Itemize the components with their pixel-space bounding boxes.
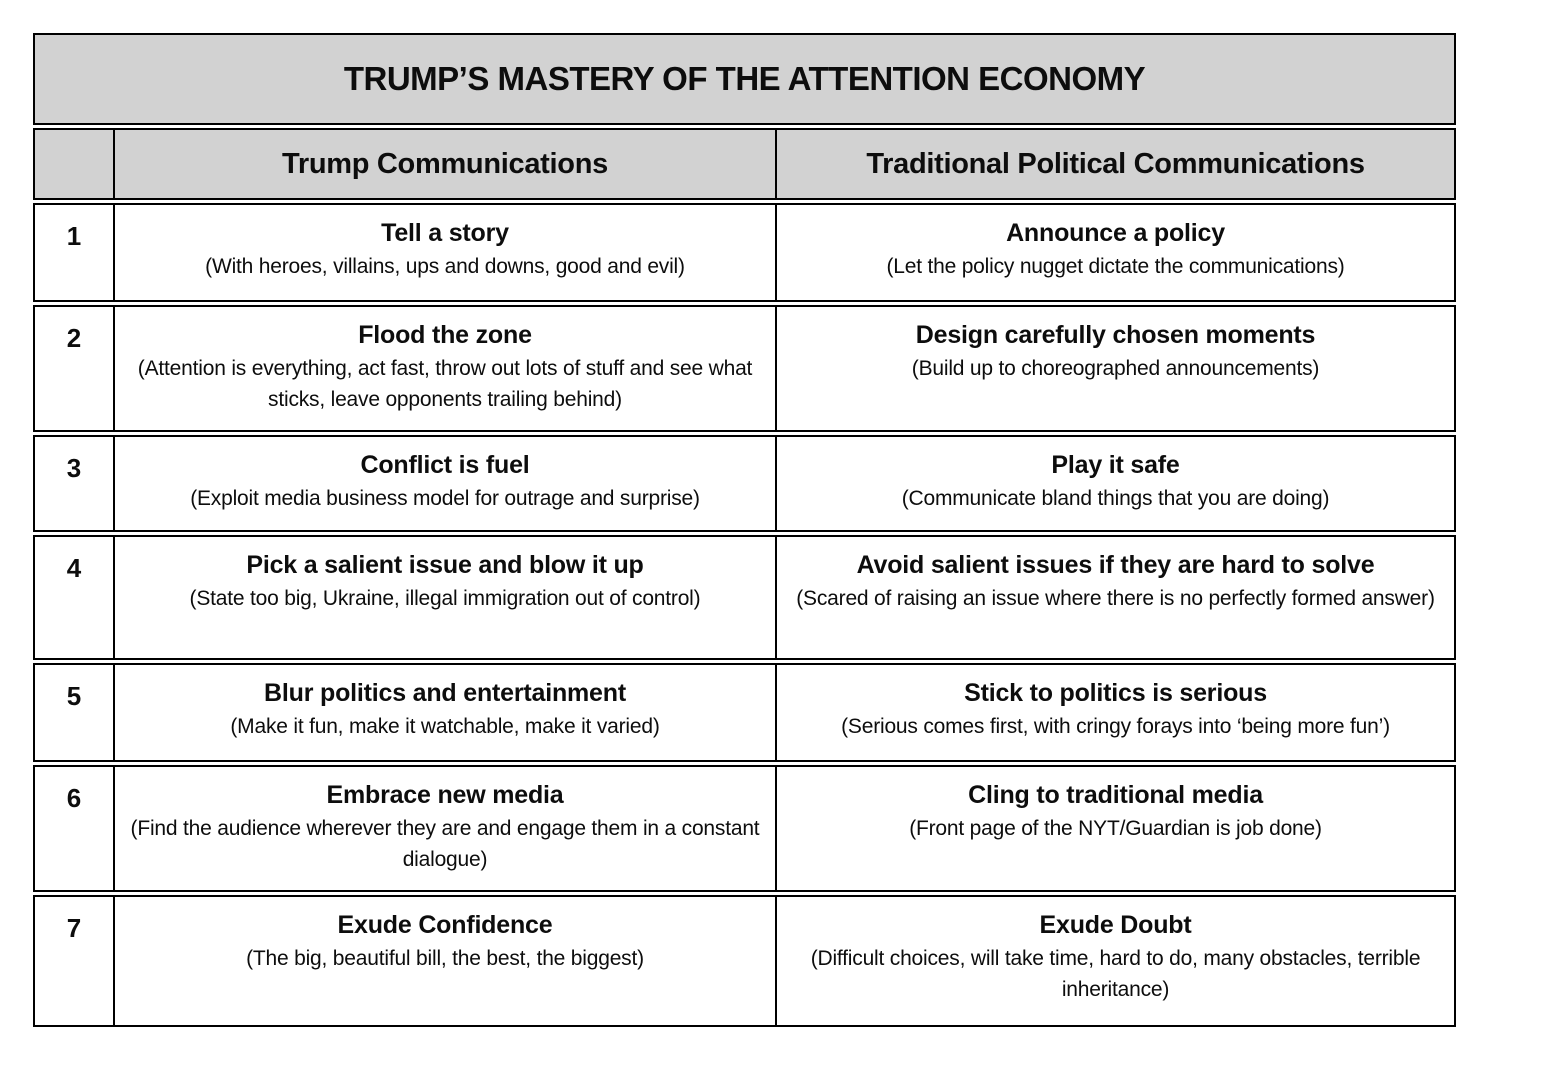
traditional-cell — [777, 435, 1456, 532]
trump-cell — [115, 305, 777, 432]
cell-heading: Avoid salient issues if they are hard to solve — [856, 551, 1375, 579]
cell-detail: (Communicate bland things that you are doing) — [901, 486, 1330, 510]
cell-detail: (Let the policy nugget dictate the communications) — [886, 254, 1345, 278]
trump-cell — [115, 895, 777, 1027]
trump-cell — [115, 535, 777, 660]
cell-heading: Conflict is fuel — [360, 451, 530, 479]
row-number: 4 — [33, 535, 115, 660]
cell-detail: (Scared of raising an issue where there is no perfectly formed answer) — [796, 586, 1435, 610]
cell-heading: Exude Doubt — [1039, 911, 1192, 939]
cell-heading: Flood the zone — [358, 321, 532, 349]
cell-heading: Announce a policy — [1006, 219, 1225, 247]
cell-heading: Design carefully chosen moments — [915, 321, 1316, 349]
trump-cell — [115, 203, 777, 302]
row-number: 5 — [33, 663, 115, 762]
column-header-trump: Trump Communications — [115, 128, 777, 200]
cell-detail: (Front page of the NYT/Guardian is job done) — [909, 816, 1322, 840]
traditional-cell — [777, 663, 1456, 762]
attention-economy-table — [33, 30, 1456, 1030]
table-row — [33, 895, 1456, 1027]
cell-heading: Cling to traditional media — [968, 781, 1263, 809]
column-header-row — [33, 128, 1456, 200]
cell-detail: (State too big, Ukraine, illegal immigration out of control) — [189, 586, 701, 610]
table-title: TRUMP’S MASTERY OF THE ATTENTION ECONOMY — [33, 33, 1456, 125]
title-row — [33, 33, 1456, 125]
trump-cell — [115, 663, 777, 762]
cell-detail: (Build up to choreographed announcements) — [911, 356, 1320, 380]
cell-detail: (Exploit media business model for outrage and surprise) — [190, 486, 700, 510]
table-row — [33, 663, 1456, 762]
row-number: 3 — [33, 435, 115, 532]
cell-detail: (Serious comes first, with cringy forays into ‘being more fun’) — [841, 714, 1390, 738]
trump-cell — [115, 765, 777, 892]
traditional-cell — [777, 203, 1456, 302]
row-number: 2 — [33, 305, 115, 432]
row-number: 6 — [33, 765, 115, 892]
cell-heading: Pick a salient issue and blow it up — [246, 551, 644, 579]
traditional-cell — [777, 535, 1456, 660]
cell-heading: Exude Confidence — [337, 911, 553, 939]
table-row — [33, 305, 1456, 432]
cell-detail: (Difficult choices, will take time, hard to do, many obstacles, terrible inheritance) — [810, 946, 1421, 1002]
cell-detail: (With heroes, villains, ups and downs, good and evil) — [205, 254, 685, 278]
corner-cell — [33, 128, 115, 200]
table-row — [33, 765, 1456, 892]
table-row — [33, 435, 1456, 532]
table-row — [33, 203, 1456, 302]
row-number: 7 — [33, 895, 115, 1027]
column-header-traditional: Traditional Political Communications — [777, 128, 1456, 200]
traditional-cell — [777, 765, 1456, 892]
traditional-cell — [777, 895, 1456, 1027]
row-number: 1 — [33, 203, 115, 302]
cell-detail: (Attention is everything, act fast, throw out lots of stuff and see what sticks, leave opponents trailing behind) — [137, 356, 753, 412]
cell-heading: Stick to politics is serious — [964, 679, 1267, 707]
cell-heading: Tell a story — [381, 219, 509, 247]
table-row — [33, 535, 1456, 660]
cell-detail: (Find the audience wherever they are and engage them in a constant dialogue) — [130, 816, 760, 872]
cell-heading: Embrace new media — [326, 781, 564, 809]
cell-detail: (The big, beautiful bill, the best, the biggest) — [246, 946, 644, 970]
cell-detail: (Make it fun, make it watchable, make it varied) — [230, 714, 660, 738]
cell-heading: Play it safe — [1051, 451, 1180, 479]
trump-cell — [115, 435, 777, 532]
traditional-cell — [777, 305, 1456, 432]
cell-heading: Blur politics and entertainment — [264, 679, 626, 707]
